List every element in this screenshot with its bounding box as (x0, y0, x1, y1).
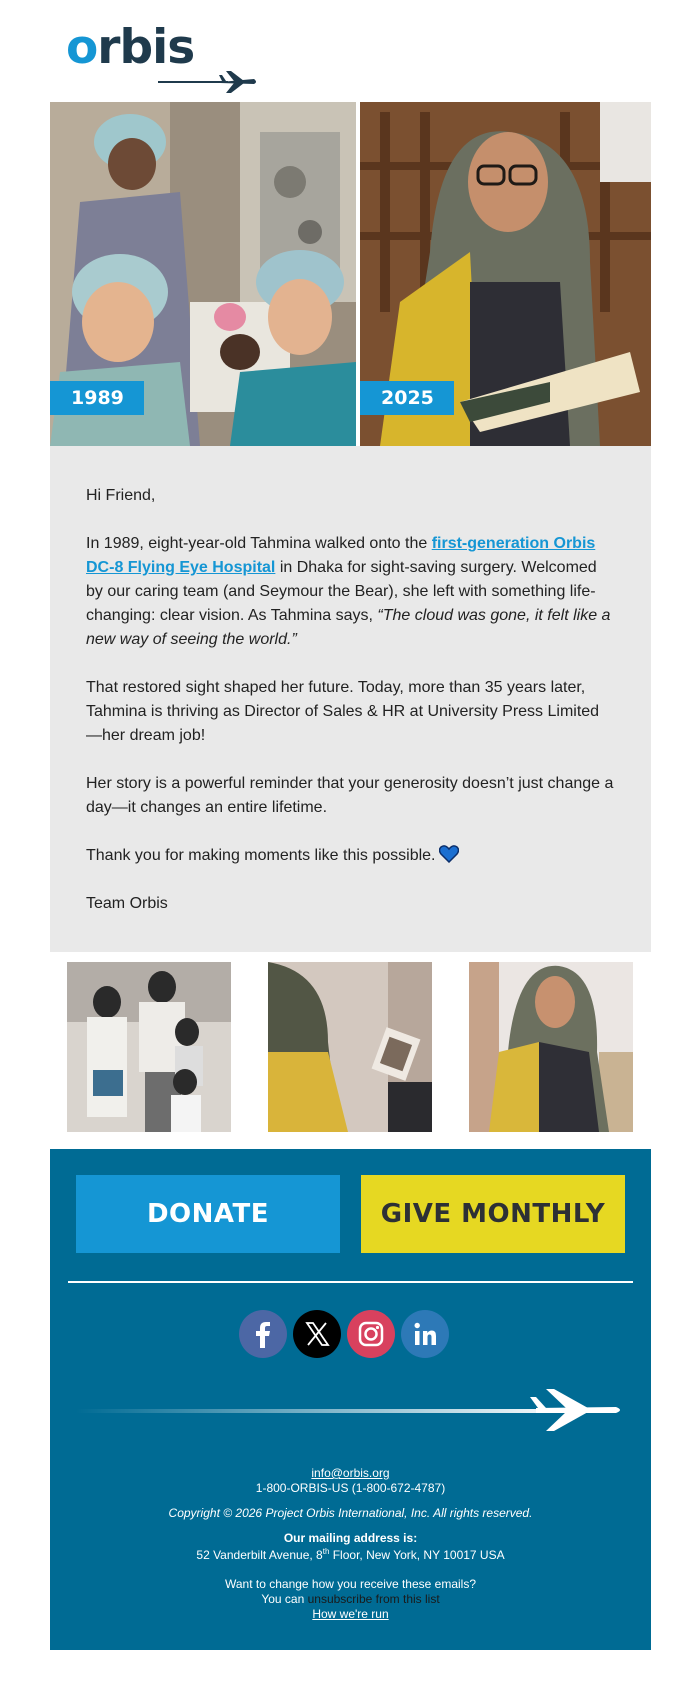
thank-you-paragraph (86, 844, 615, 868)
story-paragraph (86, 532, 615, 652)
story-text-2: in Dhaka for sight-saving surgery. Welcomed by our caring team (and Seymour the Bear), she left with something life-changing: clear vision. As Tahmina says, (86, 559, 597, 624)
future-paragraph: That restored sight shaped her future. Today, more than 35 years later, Tahmina is thriving as Director of Sales & HR at University Press Limited —her dream job! (86, 679, 600, 744)
change-prefs-text: Want to change how you receive these emails? (224, 1577, 477, 1591)
mailing-address (50, 1548, 651, 1563)
blue-heart-icon (439, 845, 459, 863)
footer (50, 1149, 651, 1650)
you-can-text: You can (261, 1592, 308, 1606)
mailing-heading: Our mailing address is: (283, 1531, 418, 1545)
portrait-photo (469, 962, 633, 1132)
greeting: Hi Friend, (86, 487, 156, 504)
give-monthly-button[interactable]: GIVE MONTHLY (361, 1175, 625, 1253)
year-badge-1989: 1989 (50, 381, 144, 415)
donate-button[interactable]: DONATE (76, 1175, 340, 1253)
footer-divider (68, 1281, 633, 1283)
hero-photo-2025 (360, 102, 651, 446)
phone-number: 1-800-ORBIS-US (1-800-672-4787) (255, 1481, 446, 1495)
story-text-1: In 1989, eight-year-old Tahmina walked onto the (86, 535, 432, 552)
tahmina-quote: “The cloud was gone, it felt like a new way of seeing the world.” (86, 607, 611, 648)
address-part-1: 52 Vanderbilt Avenue, 8 (196, 1548, 323, 1562)
holding-photo (268, 962, 432, 1132)
plane-contrail-icon (76, 1387, 626, 1433)
linkedin-icon[interactable] (401, 1310, 449, 1358)
copyright: Copyright © 2026 Project Orbis International, Inc. All rights reserved. (168, 1506, 533, 1520)
family-photo (67, 962, 231, 1132)
plane-logo-icon (158, 70, 258, 94)
instagram-icon[interactable] (347, 1310, 395, 1358)
thank-you-text: Thank you for making moments like this possible. (86, 847, 436, 864)
email-link[interactable]: info@orbis.org (311, 1466, 390, 1480)
address-sup: th (322, 1547, 330, 1556)
year-badge-2025: 2025 (360, 381, 454, 415)
logo-wordmark: orbis (66, 20, 195, 75)
how-were-run-link[interactable]: How we're run (312, 1607, 389, 1621)
orbis-logo[interactable] (66, 20, 196, 94)
x-icon[interactable] (293, 1310, 341, 1358)
signoff: Team Orbis (86, 895, 168, 912)
address-part-2: Floor, New York, NY 10017 USA (329, 1548, 505, 1562)
flying-eye-hospital-link[interactable]: first-generation Orbis DC-8 Flying Eye Hospital (86, 535, 596, 576)
hero-photo-1989 (50, 102, 356, 446)
photo-row (50, 952, 651, 1149)
generosity-paragraph: Her story is a powerful reminder that your generosity doesn’t just change a day—it changes an entire lifetime. (86, 775, 614, 816)
facebook-icon[interactable] (239, 1310, 287, 1358)
hero-photos (50, 102, 651, 446)
unsubscribe-link[interactable]: unsubscribe from this list (307, 1592, 440, 1606)
letter-body (50, 446, 651, 952)
unsubscribe-line (50, 1592, 651, 1607)
